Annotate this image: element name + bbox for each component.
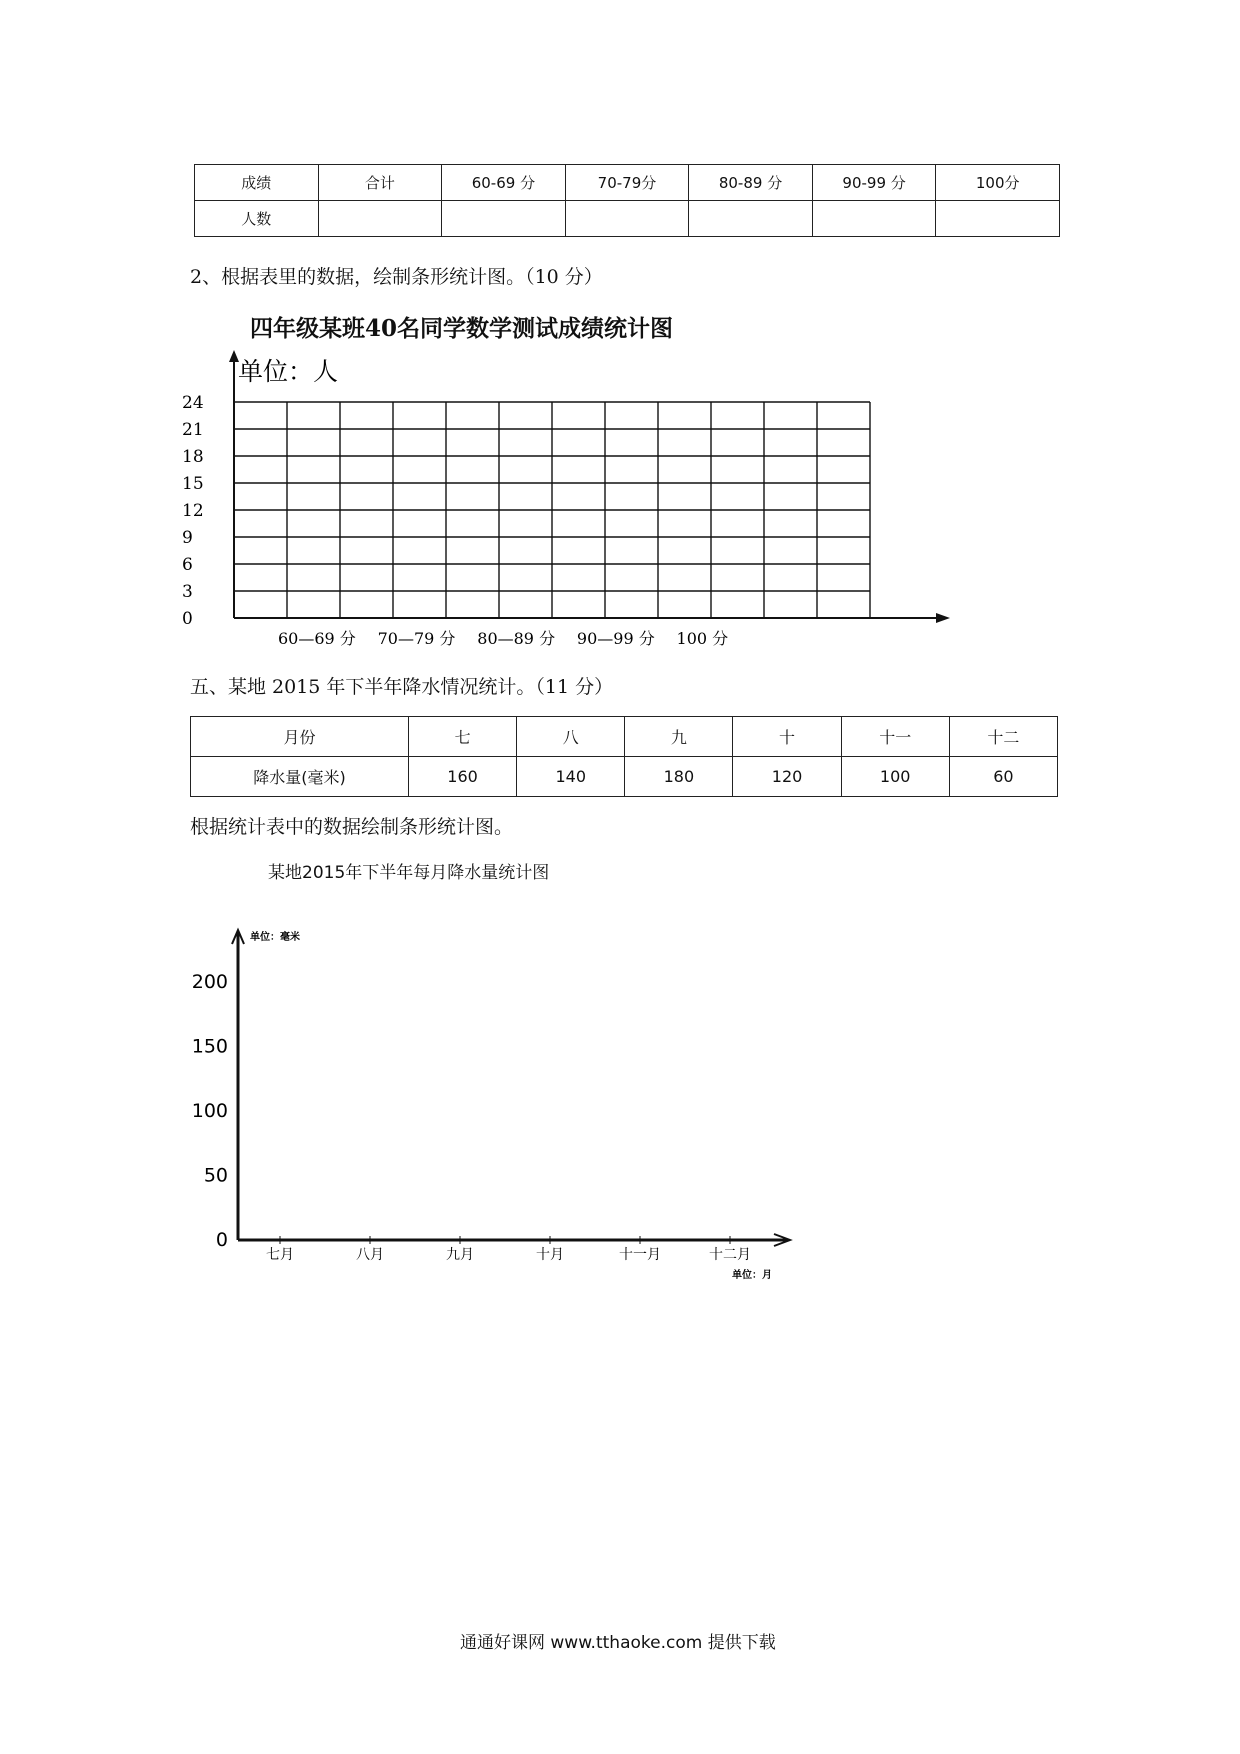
chart1-y-tick-label: 6 (182, 555, 193, 575)
rain-amount-row (191, 757, 1058, 797)
chart1-x-label: 60—69 分 (278, 629, 356, 648)
score-count-cell (689, 201, 813, 237)
chart2-x-label: 十二月 (709, 1247, 751, 1263)
rainfall-table (190, 716, 1058, 797)
chart2-y-tick-label: 100 (191, 1100, 228, 1122)
rain-amount-cell: 100 (841, 757, 949, 797)
rain-month-cell: 八 (517, 717, 625, 757)
chart2-y-tick-label: 0 (215, 1229, 228, 1251)
score-count-row (195, 201, 1060, 237)
chart2-instruction: 根据统计表中的数据绘制条形统计图。 (190, 816, 514, 838)
score-count-cell (565, 201, 689, 237)
chart1-x-label: 70—79 分 (377, 629, 456, 648)
score-count-cell (318, 201, 442, 237)
score-count-cell (442, 201, 566, 237)
rain-month-row (191, 717, 1058, 757)
chart2-unit-x: 单位：月 (732, 1270, 772, 1281)
rain-month-cell: 十一 (841, 717, 949, 757)
chart1-x-label: 80—89 分 (477, 629, 556, 648)
score-count-cell (936, 201, 1060, 237)
rain-month-cell: 九 (625, 717, 733, 757)
chart2-x-label: 七月 (266, 1247, 294, 1263)
chart1-y-tick-label: 0 (182, 609, 193, 629)
chart2-unit-y: 单位：毫米 (250, 932, 300, 943)
rain-amount-cell: 180 (625, 757, 733, 797)
chart2-y-tick-label: 200 (191, 971, 228, 993)
chart2-x-label: 十一月 (619, 1247, 661, 1263)
chart1-x-arrow-icon (936, 613, 950, 623)
chart1-y-tick-label: 9 (182, 528, 193, 548)
chart1-y-tick-label: 3 (182, 582, 193, 602)
section-5-heading: 五、某地 2015 年下半年降水情况统计。（11 分） (190, 676, 614, 698)
score-count-cell (812, 201, 936, 237)
chart1-grid (234, 402, 870, 618)
score-header-cell: 100分 (936, 165, 1060, 201)
chart1-y-ticks (182, 393, 204, 629)
chart1-x-label: 90—99 分 (576, 629, 655, 648)
chart1-y-tick-label: 12 (182, 501, 204, 521)
rain-amount-cell: 160 (409, 757, 517, 797)
score-header-cell: 70-79分 (565, 165, 689, 201)
chart1-y-tick-label: 18 (182, 447, 204, 467)
score-header-cell: 80-89 分 (689, 165, 813, 201)
chart1-x-labels (278, 629, 728, 648)
score-header-cell: 成绩 (195, 165, 319, 201)
rain-month-cell: 十二 (949, 717, 1057, 757)
footer-credit: 通通好课网 www.tthaoke.com 提供下载 (460, 1633, 776, 1653)
chart2-x-label: 十月 (536, 1247, 564, 1263)
rain-amount-label: 降水量(毫米) (191, 757, 409, 797)
chart1-y-tick-label: 15 (182, 474, 204, 494)
chart2-y-ticks (192, 971, 228, 1251)
rain-amount-cell: 140 (517, 757, 625, 797)
question-2: 2、根据表里的数据，绘制条形统计图。（10 分） (190, 266, 603, 288)
rain-amount-cell: 120 (733, 757, 841, 797)
score-count-label: 人数 (195, 201, 319, 237)
rain-month-cell: 七 (409, 717, 517, 757)
score-header-cell: 60-69 分 (442, 165, 566, 201)
rainfall-chart-axes (180, 920, 820, 1290)
score-table (194, 164, 1060, 237)
score-header-row (195, 165, 1060, 201)
chart1-unit-label: 单位：人 (238, 357, 339, 386)
rain-month-cell: 十 (733, 717, 841, 757)
chart2-title: 某地2015年下半年每月降水量统计图 (268, 863, 550, 883)
chart1-x-label: 100 分 (676, 629, 729, 648)
chart1-y-tick-label: 24 (182, 393, 204, 413)
chart2-x-label: 九月 (446, 1247, 474, 1263)
chart2-x-label: 八月 (356, 1247, 384, 1263)
score-bar-chart-grid (180, 350, 980, 660)
chart1-y-tick-label: 21 (182, 420, 204, 440)
chart2-y-tick-label: 150 (191, 1035, 228, 1058)
rain-amount-cell: 60 (949, 757, 1057, 797)
chart2-y-tick-label: 50 (203, 1164, 228, 1187)
score-header-cell: 合计 (318, 165, 442, 201)
score-header-cell: 90-99 分 (812, 165, 936, 201)
chart1-title: 四年级某班40名同学数学测试成绩统计图 (250, 315, 674, 342)
rain-month-label: 月份 (191, 717, 409, 757)
